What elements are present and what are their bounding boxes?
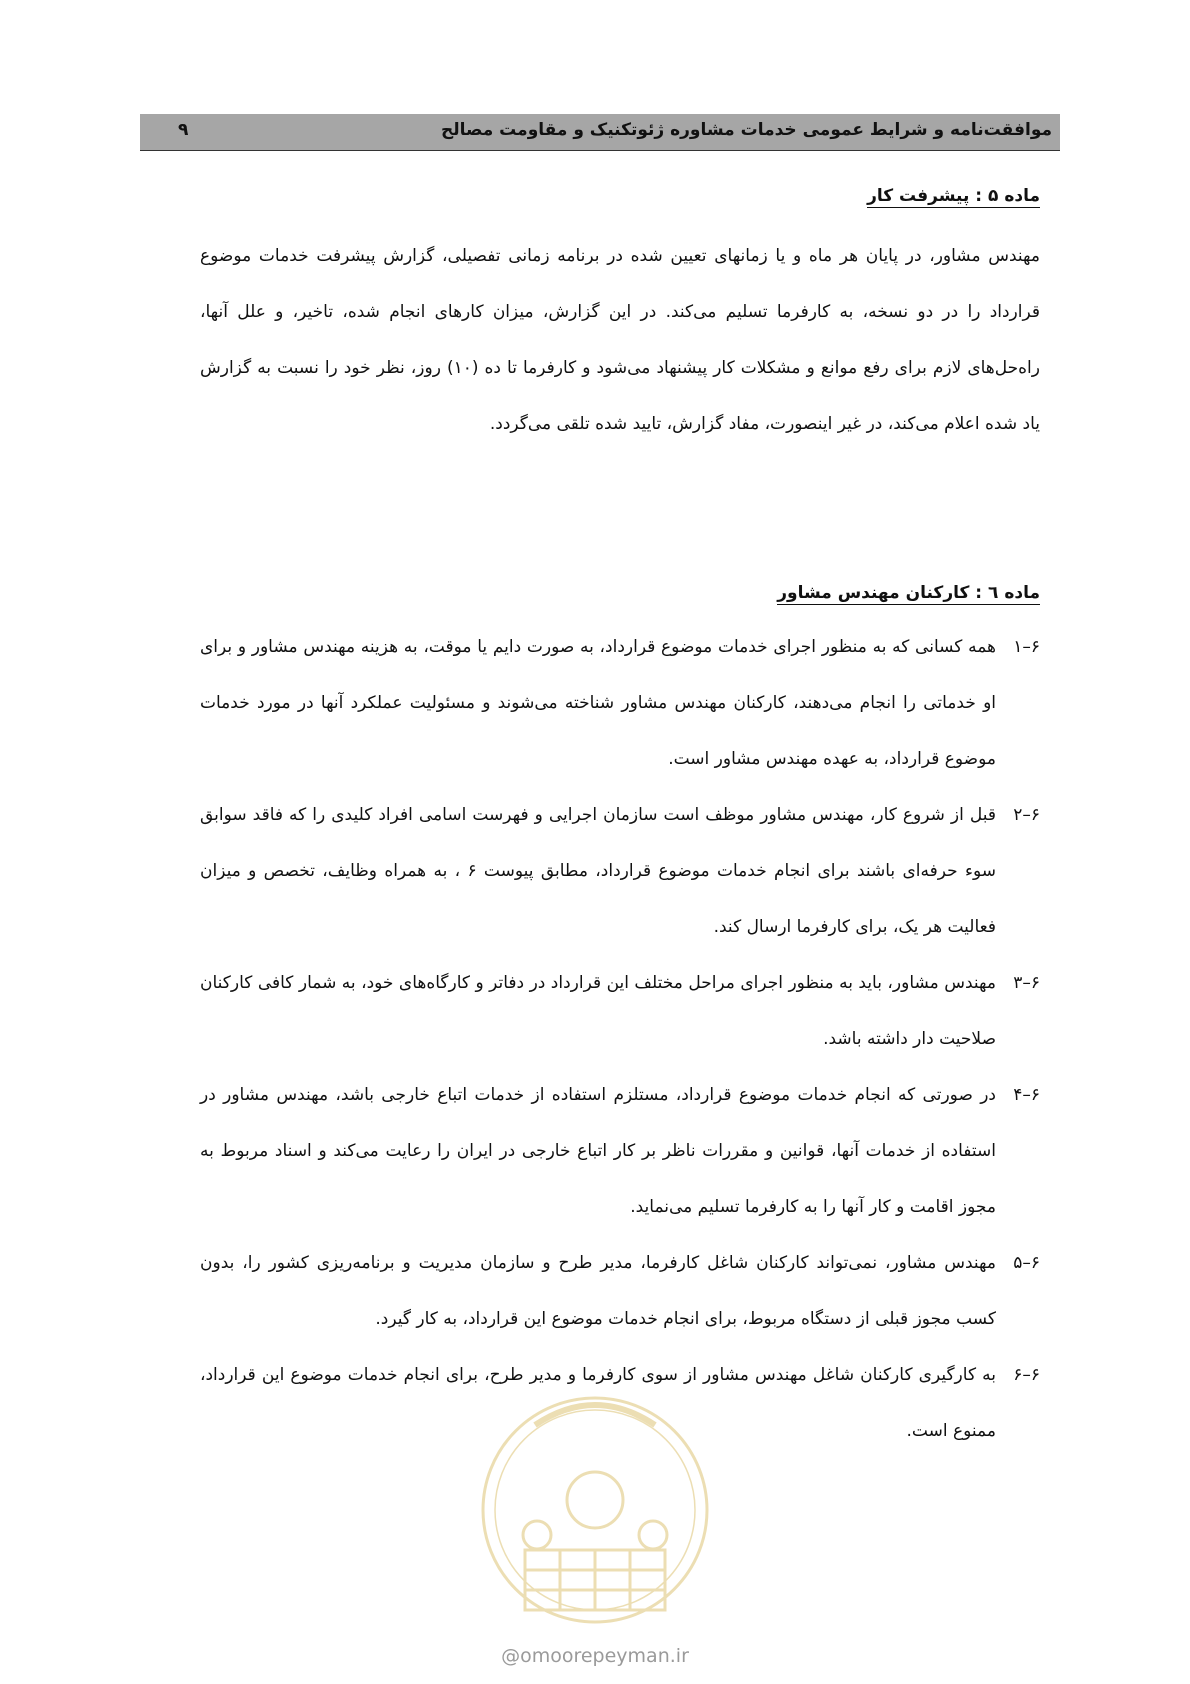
page-header	[140, 114, 1060, 151]
section-6-items	[200, 619, 1040, 1459]
header-title: موافقت‌نامه و شرایط عمومی خدمات مشاوره ژئوتکنیک و مقاومت مصالح	[440, 120, 1052, 140]
clause-text: مهندس مشاور، نمی‌تواند کارکنان شاغل کارفرما، مدیر طرح و سازمان مدیریت و برنامه‌ریزی کشور را، بدون کسب مجوز قبلی از دستگاه مربوط، برای انجام خدمات موضوع این قرارداد، به کار گیرد.	[200, 1253, 996, 1329]
clause-number: ۶–۶	[1013, 1365, 1040, 1385]
section-5	[200, 186, 1040, 452]
site-watermark-text: @omoorepeyman.ir	[501, 1645, 689, 1667]
clause-text: به کارگیری کارکنان شاغل مهندس مشاور از سوی کارفرما و مدیر طرح، برای انجام خدمات موضوع این قرارداد، ممنوع است.	[200, 1365, 996, 1441]
watermark-seal-icon	[475, 1385, 715, 1645]
clause-text: قبل از شروع کار، مهندس مشاور موظف است سازمان اجرایی و فهرست اسامی افراد کلیدی را که فاقد سوابق سوء حرفه‌ای باشند برای انجام خدمات موضوع قرارداد، مطابق پیوست ۶ ، به همراه وظایف، تخصص و میزان فعالیت هر یک، برای کارفرما ارسال کند.	[200, 805, 996, 937]
clause-text: مهندس مشاور، باید به منظور اجرای مراحل مختلف این قرارداد در دفاتر و کارگاه‌های خود، به شمار کافی کارکنان صلاحیت دار داشته باشد.	[200, 973, 996, 1049]
clause-6-4	[200, 1067, 1040, 1235]
clause-text: در صورتی که انجام خدمات موضوع قرارداد، مستلزم استفاده از خدمات اتباع خارجی باشد، مهندس مشاور در استفاده از خدمات آنها، قوانین و مقررات ناظر بر کار اتباع خارجی در ایران را رعایت می‌کند و اسناد مربوط به مجوز اقامت و کار آنها را به کارفرما تسلیم می‌نماید.	[200, 1085, 996, 1217]
clause-number: ۶–۵	[1013, 1253, 1040, 1273]
section-5-heading: ماده ۵ : پیشرفت کار	[867, 186, 1040, 206]
clause-number: ۶–۴	[1013, 1085, 1040, 1105]
section-6-heading: ماده ٦ : کارکنان مهندس مشاور	[777, 583, 1040, 603]
section-5-body: مهندس مشاور، در پایان هر ماه و یا زمانهای تعیین شده در برنامه زمانی تفصیلی، گزارش پیشرفت خدمات موضوع قرارداد را در دو نسخه، به کارفرما تسلیم می‌کند. در این گزارش، میزان کارهای انجام شده، تاخیر، و علل آنها، راه‌حل‌های لازم برای رفع موانع و مشکلات کار پیشنهاد می‌شود و کارفرما تا ده (۱۰) روز، نظر خود را نسبت به گزارش یاد شده اعلام می‌کند، در غیر اینصورت، مفاد گزارش، تایید شده تلقی می‌گردد.	[200, 246, 1040, 434]
clause-6-2	[200, 787, 1040, 955]
clause-number: ۶–۳	[1013, 973, 1040, 993]
page-number: ۹	[178, 120, 189, 140]
section-6	[200, 583, 1040, 1459]
clause-text: همه کسانی که به منظور اجرای خدمات موضوع قرارداد، به صورت دایم یا موقت، به هزینه مهندس مشاور و برای او خدماتی را انجام می‌دهند، کارکنان مهندس مشاور شناخته می‌شوند و مسئولیت عملکرد آنها در مورد خدمات موضوع قرارداد، به عهده مهندس مشاور است.	[200, 637, 996, 769]
clause-number: ۶–۲	[1013, 805, 1040, 825]
clause-6-5	[200, 1235, 1040, 1347]
clause-6-3	[200, 955, 1040, 1067]
clause-number: ۶–۱	[1013, 637, 1040, 657]
clause-6-1	[200, 619, 1040, 787]
